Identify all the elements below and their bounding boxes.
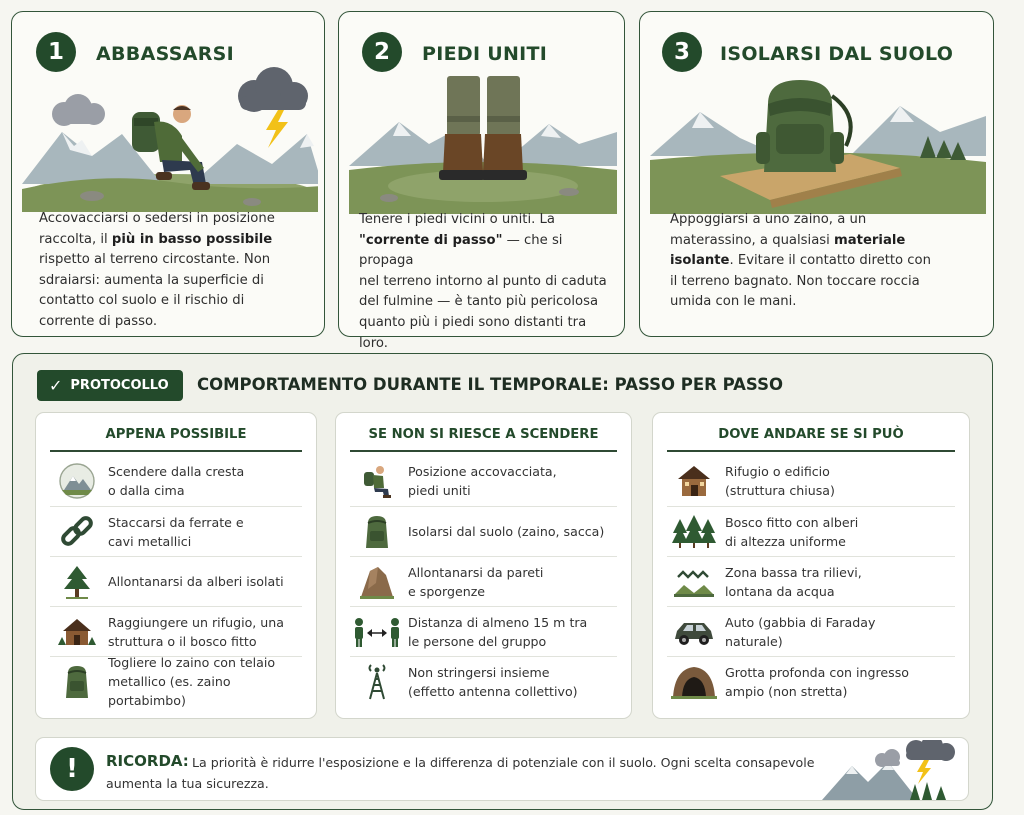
text-line bbox=[670, 272, 990, 293]
text-line: Zona bassa tra rilievi, bbox=[725, 564, 862, 580]
step-description bbox=[670, 210, 990, 313]
step-description bbox=[39, 209, 319, 333]
text-line bbox=[359, 313, 621, 334]
car-icon bbox=[667, 612, 721, 652]
column-heading: APPENA POSSIBILE bbox=[105, 427, 247, 442]
text-line: metallico (es. zaino portabimbo) bbox=[108, 674, 231, 708]
text-line bbox=[39, 250, 319, 271]
list-item-text bbox=[104, 462, 244, 500]
text-line bbox=[359, 210, 621, 231]
text-span: raccolta, il bbox=[39, 231, 112, 247]
text-emphasis: "corrente di passo" bbox=[359, 232, 503, 248]
text-line bbox=[359, 334, 621, 355]
list-item bbox=[667, 456, 955, 506]
text-span: del fulmine — è tanto più pericolosa bbox=[359, 294, 599, 310]
list-item-text bbox=[404, 613, 587, 651]
text-line: e sporgenze bbox=[408, 583, 486, 599]
text-line: di altezza uniforme bbox=[725, 533, 846, 549]
text-span: contatto col suolo e il rischio di bbox=[39, 293, 245, 309]
list-item bbox=[50, 606, 302, 656]
text-line: piedi uniti bbox=[408, 483, 471, 498]
list-item bbox=[350, 556, 617, 606]
text-line: le persone del gruppo bbox=[408, 633, 547, 649]
step-title: ISOLARSI DAL SUOLO bbox=[720, 43, 954, 65]
column-dove-andare bbox=[652, 412, 970, 719]
text-line: Allontanarsi da pareti bbox=[408, 564, 544, 580]
rock-icon bbox=[350, 562, 404, 602]
crouching-person-icon bbox=[350, 461, 404, 501]
storm-mountains-illustration bbox=[818, 740, 958, 800]
text-span: corrente di passo. bbox=[39, 313, 158, 329]
text-emphasis: più in basso possibile bbox=[111, 231, 273, 247]
text-emphasis: materiale bbox=[834, 232, 906, 248]
house-icon bbox=[667, 461, 721, 501]
list-item-text bbox=[404, 462, 557, 500]
column-heading: SE NON SI RIESCE A SCENDERE bbox=[368, 427, 599, 442]
text-emphasis: isolante bbox=[670, 253, 730, 269]
text-line: Non stringersi insieme bbox=[408, 664, 550, 680]
column-se-non-si-riesce bbox=[335, 412, 632, 719]
column-appena-possibile bbox=[35, 412, 317, 719]
list-item-text bbox=[721, 462, 835, 500]
text-line: Raggiungere un rifugio, una bbox=[108, 614, 284, 630]
text-line: lontana da acqua bbox=[725, 583, 835, 599]
list-item-text bbox=[404, 522, 604, 541]
list-item-text bbox=[104, 653, 302, 710]
text-line: Grotta profonda con ingresso bbox=[725, 664, 909, 680]
list-item bbox=[667, 656, 955, 706]
text-line: Togliere lo zaino con telaio bbox=[108, 655, 276, 670]
protocol-panel bbox=[12, 353, 993, 810]
cave-icon bbox=[667, 662, 721, 702]
text-line bbox=[670, 231, 990, 252]
list-item-text bbox=[104, 613, 284, 651]
backpack-icon bbox=[350, 512, 404, 552]
column-divider bbox=[350, 450, 617, 452]
list-item bbox=[350, 606, 617, 656]
reminder-text: La priorità è ridurre l'esposizione e la differenza di potenziale con il suolo. Ogni scelta consapevole aumenta la tua sicurezza. bbox=[106, 755, 815, 791]
text-span: Appoggiarsi a uno zaino, a un bbox=[670, 212, 867, 227]
list-item bbox=[50, 456, 302, 506]
text-line bbox=[39, 312, 319, 333]
step-number: 2 bbox=[362, 32, 402, 72]
protocol-title: COMPORTAMENTO DURANTE IL TEMPORALE: PASSO PER PASSO bbox=[197, 375, 783, 394]
list-item-text bbox=[404, 663, 578, 701]
text-line: cavi metallici bbox=[108, 533, 192, 549]
text-line: Auto (gabbia di Faraday bbox=[725, 614, 876, 630]
step-card-1 bbox=[11, 11, 325, 337]
text-line: Isolarsi dal suolo (zaino, sacca) bbox=[408, 524, 605, 539]
text-line bbox=[359, 231, 621, 272]
text-line: naturale) bbox=[725, 633, 783, 649]
step-description bbox=[359, 210, 621, 354]
list-item bbox=[350, 456, 617, 506]
text-line: Allontanarsi da alberi isolati bbox=[108, 574, 284, 589]
text-span: umida con le mani. bbox=[670, 294, 797, 310]
text-span: . Evitare il contatto diretto con bbox=[729, 253, 931, 269]
text-span: — che si propaga bbox=[359, 232, 563, 269]
list-item bbox=[667, 606, 955, 656]
list-item-text bbox=[104, 513, 244, 551]
list-item-text bbox=[721, 663, 909, 701]
list-item-text bbox=[721, 613, 875, 651]
chain-icon bbox=[50, 512, 104, 552]
text-span: Tenere i piedi vicini o uniti. La bbox=[359, 212, 555, 227]
column-heading: DOVE ANDARE SE SI PUÒ bbox=[718, 427, 904, 442]
list-item-text bbox=[721, 513, 858, 551]
protocol-badge bbox=[37, 370, 183, 401]
text-line: Staccarsi da ferrate e bbox=[108, 514, 244, 530]
text-span: il terreno bagnato. Non toccare roccia bbox=[670, 273, 920, 289]
text-line bbox=[670, 210, 990, 231]
step-card-3 bbox=[639, 11, 994, 337]
text-line: Bosco fitto con alberi bbox=[725, 514, 859, 530]
list-item-text bbox=[404, 563, 543, 601]
text-line: ampio (non stretta) bbox=[725, 683, 848, 699]
text-line: struttura o il bosco fitto bbox=[108, 633, 257, 649]
list-item-text bbox=[721, 563, 862, 601]
list-item bbox=[667, 506, 955, 556]
tree-icon bbox=[50, 562, 104, 602]
text-line bbox=[670, 292, 990, 313]
list-item bbox=[50, 556, 302, 606]
check-icon: ✓ bbox=[49, 376, 63, 395]
step-number: 1 bbox=[36, 32, 76, 72]
list-item bbox=[667, 556, 955, 606]
text-line bbox=[670, 251, 990, 272]
text-span: nel terreno intorno al punto di caduta bbox=[359, 273, 607, 289]
step-card-2 bbox=[338, 11, 625, 351]
crouching-hiker-illustration bbox=[22, 64, 318, 212]
step-title: ABBASSARSI bbox=[96, 43, 234, 65]
text-span: materassino, a qualsiasi bbox=[670, 232, 835, 248]
column-divider bbox=[50, 450, 302, 452]
text-span: quanto più i piedi sono distanti tra bbox=[359, 314, 587, 330]
text-line: (struttura chiusa) bbox=[725, 483, 835, 498]
hut-icon bbox=[50, 612, 104, 652]
text-line bbox=[359, 272, 621, 293]
list-item bbox=[350, 506, 617, 556]
antenna-icon bbox=[350, 662, 404, 702]
text-span: sdraiarsi: aumenta la superficie di bbox=[39, 272, 264, 288]
text-line: Posizione accovacciata, bbox=[408, 464, 557, 479]
backpack-on-mat-illustration bbox=[650, 76, 986, 214]
list-item bbox=[50, 506, 302, 556]
reminder-box bbox=[35, 737, 969, 801]
exclamation-icon: ! bbox=[50, 747, 94, 791]
text-line bbox=[39, 271, 319, 292]
mountain-icon bbox=[50, 461, 104, 501]
text-line: Distanza di almeno 15 m tra bbox=[408, 614, 588, 630]
people-distance-icon bbox=[350, 612, 404, 652]
text-line bbox=[359, 292, 621, 313]
text-span: rispetto al terreno circostante. Non bbox=[39, 252, 271, 268]
text-line bbox=[39, 209, 319, 230]
step-title: PIEDI UNITI bbox=[422, 43, 548, 65]
text-line: o dalla cima bbox=[108, 483, 185, 498]
forest-icon bbox=[667, 512, 721, 552]
text-line bbox=[39, 230, 319, 251]
text-line: Rifugio o edificio bbox=[725, 464, 830, 479]
text-span: Accovacciarsi o sedersi in posizione bbox=[39, 211, 275, 226]
text-span: loro. bbox=[359, 335, 388, 351]
text-line: Scendere dalla cresta bbox=[108, 464, 245, 479]
list-item-text bbox=[104, 572, 284, 591]
protocol-badge-label: PROTOCOLLO bbox=[70, 378, 169, 393]
backpack-icon bbox=[50, 662, 104, 702]
column-divider bbox=[667, 450, 955, 452]
list-item bbox=[50, 656, 302, 706]
valley-icon bbox=[667, 562, 721, 602]
text-line: (effetto antenna collettivo) bbox=[408, 683, 578, 699]
reminder-heading: RICORDA: bbox=[106, 752, 189, 770]
text-line bbox=[39, 291, 319, 312]
step-number: 3 bbox=[662, 32, 702, 72]
feet-together-illustration bbox=[349, 76, 617, 214]
list-item bbox=[350, 656, 617, 706]
